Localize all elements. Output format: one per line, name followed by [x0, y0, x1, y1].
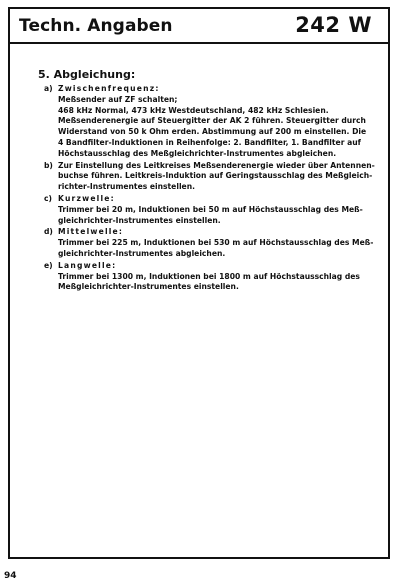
item-label: a) — [44, 84, 53, 93]
item-label: d) — [44, 227, 53, 237]
header-title: Techn. Angaben — [19, 16, 173, 36]
item-line: 4 Bandfilter-Induktionen in Reihenfolge: 2. Bandfilter, 1. Bandfilter auf — [58, 137, 361, 147]
item-line: richter-Instrumentes einstellen. — [58, 182, 195, 192]
adjustment-item-a — [38, 84, 378, 160]
item-label: c) — [44, 193, 52, 203]
model-number: 242 W — [295, 13, 372, 37]
item-line: Meßsenderenergie auf Steuergitter der AK 2 führen. Steuergitter durch — [58, 116, 366, 126]
item-label: e) — [44, 260, 53, 270]
item-title: Langwelle: — [58, 260, 117, 270]
adjustment-item-e — [38, 261, 378, 293]
item-line: gleichrichter-Instrumentes einstellen. — [58, 215, 221, 225]
item-line: Zur Einstellung des Leitkreises Meßsenderenergie wieder über Antennen- — [58, 160, 375, 170]
item-line: buchse führen. Leitkreis-Induktion auf Geringstausschlag des Meßgleich- — [58, 171, 373, 181]
item-line: 468 kHz Normal, 473 kHz Westdeutschland, 482 kHz Schlesien. — [58, 105, 329, 115]
item-line: Trimmer bei 20 m, Induktionen bei 50 m auf Höchstausschlag des Meß- — [58, 204, 363, 214]
item-line: Meßgleichrichter-Instrumentes einstellen. — [58, 282, 239, 292]
item-line: gleichrichter-Instrumentes abgleichen. — [58, 248, 226, 258]
item-line: Trimmer bei 1300 m, Induktionen bei 1800 m auf Höchstausschlag des — [58, 271, 360, 281]
header — [10, 9, 388, 44]
adjustment-item-b — [38, 161, 378, 193]
item-title: Zwischenfrequenz: — [58, 84, 160, 93]
page-frame — [8, 7, 390, 559]
item-line: Höchstausschlag des Meßgleichrichter-Instrumentes abgleichen. — [58, 148, 337, 158]
adjustment-section — [38, 68, 378, 294]
section-title: 5. Abgleichung: — [38, 68, 136, 81]
item-line: Trimmer bei 225 m, Induktionen bei 530 m auf Höchstausschlag des Meß- — [58, 238, 374, 248]
adjustment-item-d — [38, 227, 378, 259]
item-title: Kurzwelle: — [58, 193, 115, 203]
item-label: b) — [44, 160, 53, 170]
item-title: Mittelwelle: — [58, 227, 124, 237]
page-number: 94 — [4, 571, 17, 581]
adjustment-item-c — [38, 194, 378, 226]
item-line: Widerstand von 50 k Ohm erden. Abstimmung auf 200 m einstellen. Die — [58, 127, 367, 137]
item-line: Meßsender auf ZF schalten; — [58, 94, 178, 104]
